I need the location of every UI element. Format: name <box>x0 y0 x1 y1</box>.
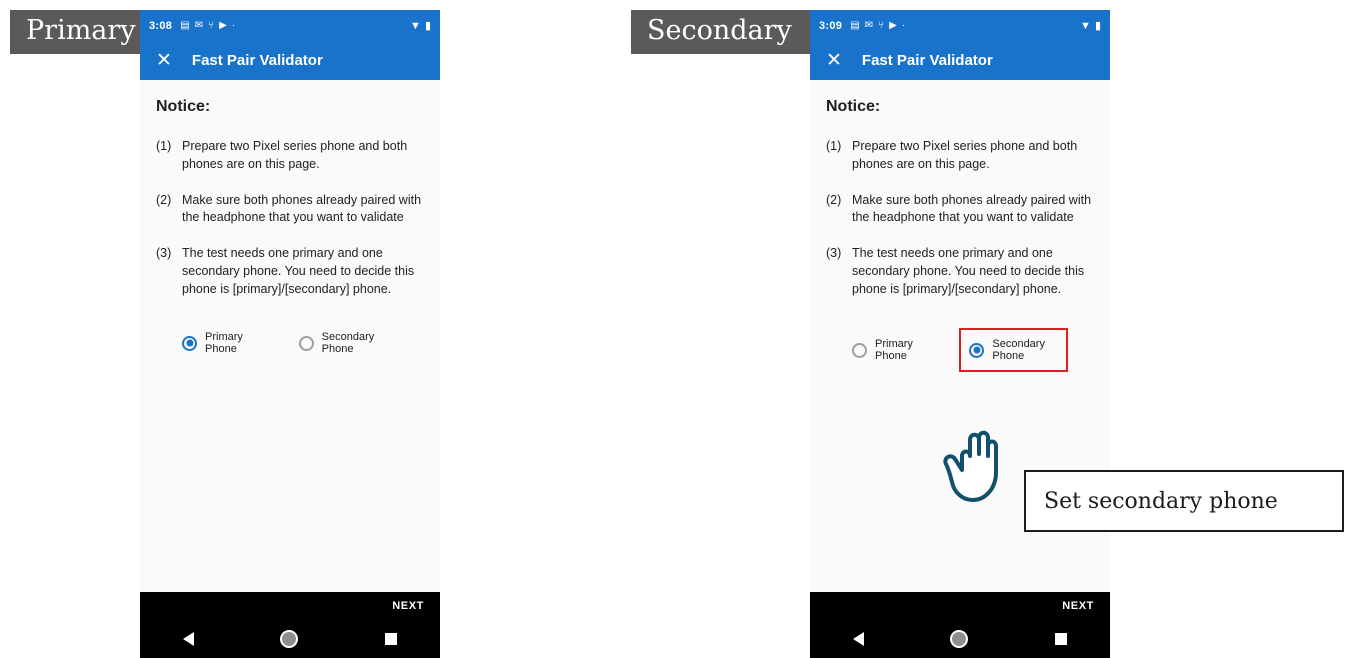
panel-label-primary: Primary <box>10 10 152 54</box>
app-bar <box>810 41 1110 80</box>
wifi-tether-icon: ⑂ <box>208 20 215 31</box>
notice-step <box>826 192 1094 228</box>
wifi-tether-icon: ⑂ <box>878 20 885 31</box>
status-clock: 3:08 <box>149 19 173 32</box>
step-text: The test needs one primary and one secondary phone. You need to decide this phone is [primary]/[secondary] phone. <box>182 246 415 296</box>
recents-icon[interactable] <box>385 633 397 645</box>
status-left-icons <box>180 20 235 31</box>
phone-screenshot-primary <box>140 10 440 658</box>
radio-label: Secondary Phone <box>321 331 375 356</box>
close-icon[interactable]: ✕ <box>156 50 172 71</box>
radio-label: Secondary Phone <box>992 338 1045 363</box>
status-left-icons <box>850 20 905 31</box>
step-text: The test needs one primary and one secondary phone. You need to decide this phone is [primary]/[secondary] phone. <box>852 246 1085 296</box>
notice-step <box>156 192 424 228</box>
status-right-icons <box>410 19 431 32</box>
phone-role-radio-group <box>156 328 424 358</box>
home-icon[interactable] <box>950 630 968 648</box>
app-bar <box>140 41 440 80</box>
next-button[interactable]: NEXT <box>140 592 440 620</box>
radio-label: Primary Phone <box>205 331 243 356</box>
notice-heading: Notice: <box>826 98 881 115</box>
step-number: (2) <box>156 192 172 207</box>
radio-primary-phone[interactable] <box>178 328 269 358</box>
wifi-icon: ▼ <box>1080 19 1091 32</box>
recents-icon[interactable] <box>1055 633 1067 645</box>
phone-screenshot-secondary <box>810 10 1110 658</box>
wifi-icon: ▼ <box>410 19 421 32</box>
radio-secondary-phone[interactable] <box>959 328 1068 372</box>
notice-step <box>826 138 1094 174</box>
radio-secondary-phone[interactable] <box>295 328 398 358</box>
radio-dot-icon <box>299 336 314 351</box>
step-number: (3) <box>156 246 172 260</box>
radio-dot-icon <box>852 343 867 358</box>
radio-label: Primary Phone <box>875 338 913 363</box>
radio-dot-icon <box>969 343 984 358</box>
status-bar <box>140 10 440 41</box>
step-text: Prepare two Pixel series phone and both phones are on this page. <box>182 139 408 171</box>
status-right-icons <box>1080 19 1101 32</box>
message-icon: ✉ <box>864 20 874 31</box>
sim-icon: ▤ <box>850 20 860 31</box>
step-number: (1) <box>156 139 172 153</box>
dot-icon: · <box>901 20 906 31</box>
notice-heading: Notice: <box>156 98 211 115</box>
step-number: (1) <box>826 139 842 153</box>
dot-icon: · <box>231 20 236 31</box>
battery-icon: ▮ <box>1094 20 1101 32</box>
step-text: Make sure both phones already paired with the headphone that you want to validate <box>852 192 1092 225</box>
system-nav-bar <box>140 620 440 658</box>
screen-content <box>140 80 440 592</box>
back-icon[interactable] <box>853 632 864 646</box>
status-bar <box>810 10 1110 41</box>
close-icon[interactable]: ✕ <box>826 50 842 71</box>
home-icon[interactable] <box>280 630 298 648</box>
step-text: Make sure both phones already paired with the headphone that you want to validate <box>182 192 422 225</box>
step-number: (3) <box>826 246 842 260</box>
radio-dot-icon <box>182 336 197 351</box>
app-title: Fast Pair Validator <box>191 52 323 69</box>
back-icon[interactable] <box>183 632 194 646</box>
panel-label-secondary: Secondary <box>631 10 811 54</box>
notice-step <box>826 245 1094 298</box>
radio-primary-phone[interactable] <box>848 335 929 365</box>
step-text: Prepare two Pixel series phone and both phones are on this page. <box>852 139 1078 171</box>
next-button[interactable]: NEXT <box>810 592 1110 620</box>
callout-box <box>1024 470 1344 532</box>
notice-step <box>156 138 424 174</box>
system-nav-bar <box>810 620 1110 658</box>
callout-text: Set secondary phone <box>1044 488 1278 514</box>
step-number: (2) <box>826 192 842 207</box>
app-title: Fast Pair Validator <box>861 52 993 69</box>
battery-icon: ▮ <box>424 20 431 32</box>
message-icon: ✉ <box>194 20 204 31</box>
sim-icon: ▤ <box>180 20 190 31</box>
phone-role-radio-group <box>826 328 1094 372</box>
notice-step <box>156 245 424 298</box>
video-icon: ▶ <box>889 20 897 31</box>
video-icon: ▶ <box>219 20 227 31</box>
status-clock: 3:09 <box>819 19 843 32</box>
